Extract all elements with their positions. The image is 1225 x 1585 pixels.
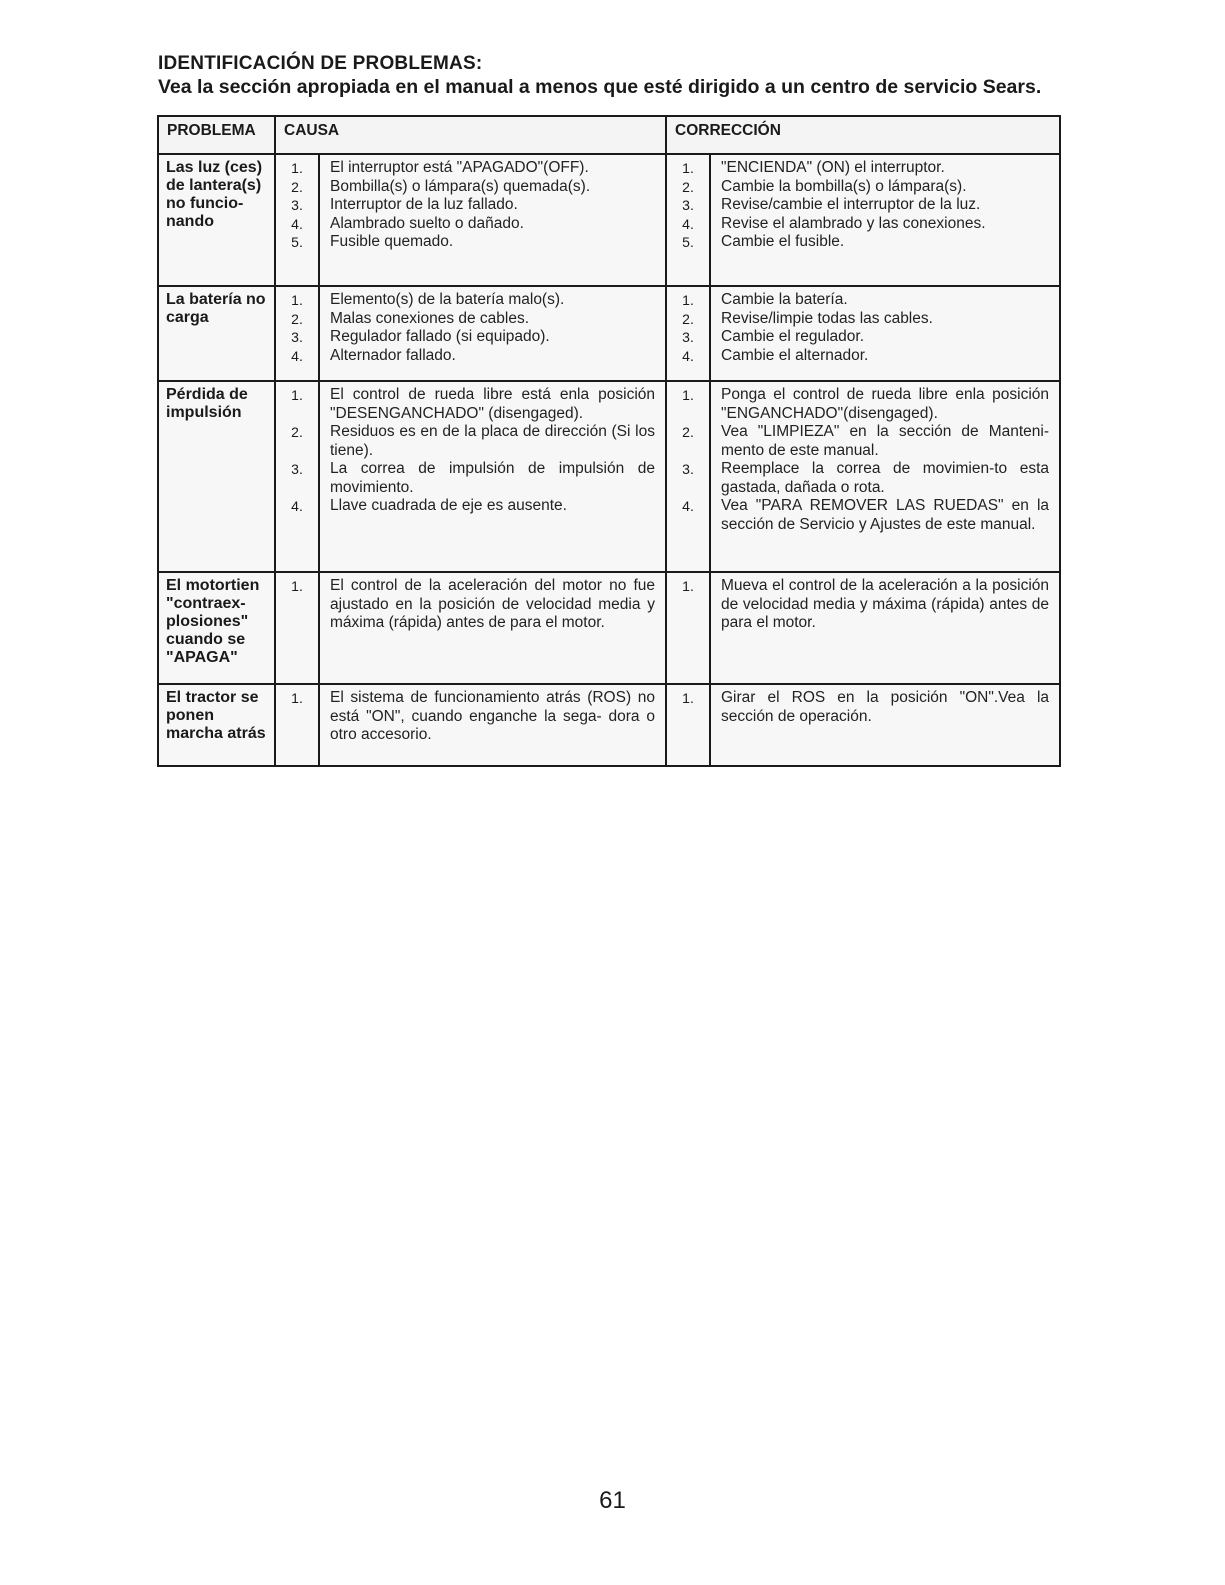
item-number: 1.	[291, 690, 303, 706]
cause-item: El control de rueda libre está enla posición "DESENGANCHADO" (disengaged).	[330, 386, 655, 422]
item-number: 3.	[291, 329, 303, 345]
item-number: 1.	[291, 160, 303, 176]
correction-item: Cambie la batería.	[721, 291, 848, 308]
item-number: 1.	[291, 578, 303, 594]
item-number: 2.	[682, 424, 694, 440]
page-number: 61	[599, 1487, 626, 1514]
table-row	[158, 684, 1060, 766]
correction-text-cell	[710, 286, 1060, 381]
cause-item: Interruptor de la luz fallado.	[330, 196, 518, 213]
item-number: 3.	[291, 461, 303, 477]
cause-number-cell	[275, 572, 319, 684]
item-number: 3.	[291, 197, 303, 213]
cause-item: Malas conexiones de cables.	[330, 309, 530, 327]
cause-item: La correa de impulsión de impulsión de movimiento.	[330, 460, 655, 496]
cause-item: El interruptor está "APAGADO"(OFF).	[330, 159, 589, 176]
cause-item: Residuos es en de la placa de dirección (Si los tiene).	[330, 423, 655, 459]
correction-item: Cambie la bombilla(s) o lámpara(s).	[721, 177, 967, 195]
correction-item: Revise/cambie el interruptor de la luz.	[721, 196, 981, 213]
item-number: 1.	[682, 160, 694, 176]
correction-item: Vea "PARA REMOVER LAS RUEDAS" en la sección de Servicio y Ajustes de este manual.	[721, 497, 1050, 533]
item-number: 2.	[682, 310, 694, 327]
correction-number-cell	[666, 286, 710, 381]
page-subtitle: Vea la sección apropiada en el manual a menos que esté dirigido a un centro de servicio Sears.	[158, 76, 1042, 98]
cause-item: El control de la aceleración del motor no fue ajustado en la posición de velocidad media y máxima (rápida) antes de para el motor.	[330, 577, 655, 631]
problem-cell: Las luz (ces) de lantera(s) no funcio- nando	[158, 154, 275, 286]
item-number: 1.	[682, 387, 694, 403]
correction-number-cell	[666, 684, 710, 766]
correction-item: Girar el ROS en la posición "ON".Vea la sección de operación.	[721, 689, 1050, 725]
item-number: 1.	[682, 292, 694, 308]
cause-text-cell	[319, 381, 666, 572]
item-number: 4.	[291, 215, 303, 232]
correction-item: Cambie el fusible.	[721, 233, 845, 250]
table-row	[158, 286, 1060, 381]
cause-item: Alambrado suelto o dañado.	[330, 214, 524, 232]
item-number: 4.	[291, 498, 303, 514]
cause-item: El sistema de funcionamiento atrás (ROS) no está "ON", cuando enganche la sega- dora o otro accesorio.	[330, 689, 655, 743]
table-body	[158, 154, 1060, 766]
item-number: 2.	[682, 178, 694, 195]
cause-item: Bombilla(s) o lámpara(s) quemada(s).	[330, 177, 591, 195]
correction-number-cell	[666, 572, 710, 684]
cause-number-cell	[275, 286, 319, 381]
problem-cell: El motortien "contraex- plosiones" cuando se "APAGA"	[158, 572, 275, 684]
header-cause: CAUSA	[275, 116, 666, 154]
header-problem: PROBLEMA	[158, 116, 275, 154]
cause-text-cell	[319, 154, 666, 286]
table-header-row	[158, 116, 1060, 154]
item-number: 2.	[291, 310, 303, 327]
item-number: 1.	[682, 690, 694, 706]
item-number: 1.	[682, 578, 694, 594]
header-correction: CORRECCIÓN	[666, 116, 1060, 154]
cause-item: Elemento(s) de la batería malo(s).	[330, 291, 565, 308]
correction-text-cell	[710, 684, 1060, 766]
item-number: 1.	[291, 387, 303, 403]
cause-item: Alternador fallado.	[330, 346, 456, 364]
correction-item: Ponga el control de rueda libre enla posición "ENGANCHADO"(disengaged).	[721, 386, 1050, 422]
correction-text-cell	[710, 572, 1060, 684]
item-number: 1.	[291, 292, 303, 308]
page-title: IDENTIFICACIÓN DE PROBLEMAS:	[158, 53, 483, 74]
correction-number-cell	[666, 154, 710, 286]
problem-cell: Pérdida de impulsión	[158, 381, 275, 572]
cause-text-cell	[319, 684, 666, 766]
cause-number-cell	[275, 381, 319, 572]
item-number: 4.	[682, 347, 694, 364]
correction-item: Vea "LIMPIEZA" en la sección de Manteni- mento de este manual.	[721, 423, 1050, 459]
table-row	[158, 572, 1060, 684]
cause-number-cell	[275, 154, 319, 286]
item-number: 2.	[291, 424, 303, 440]
correction-item: "ENCIENDA" (ON) el interruptor.	[721, 159, 945, 176]
table-row	[158, 381, 1060, 572]
problem-cell: La batería no carga	[158, 286, 275, 381]
cause-item: Fusible quemado.	[330, 233, 454, 250]
correction-text-cell	[710, 154, 1060, 286]
cause-number-cell	[275, 684, 319, 766]
correction-item: Reemplace la correa de movimien-to esta gastada, dañada o rota.	[721, 460, 1050, 496]
cause-item: Regulador fallado (si equipado).	[330, 328, 550, 345]
item-number: 4.	[682, 498, 694, 514]
item-number: 3.	[682, 329, 694, 345]
correction-item: Revise/limpie todas las cables.	[721, 309, 933, 327]
problem-cell: El tractor se ponen marcha atrás	[158, 684, 275, 766]
item-number: 4.	[682, 215, 694, 232]
troubleshooting-table	[157, 115, 1061, 767]
correction-number-cell	[666, 381, 710, 572]
item-number: 2.	[291, 178, 303, 195]
cause-text-cell	[319, 286, 666, 381]
cause-text-cell	[319, 572, 666, 684]
correction-item: Mueva el control de la aceleración a la posición de velocidad media y máxima (rápida) antes de para el motor.	[721, 577, 1050, 631]
item-number: 3.	[682, 197, 694, 213]
correction-item: Cambie el alternador.	[721, 346, 869, 364]
correction-text-cell	[710, 381, 1060, 572]
correction-item: Revise el alambrado y las conexiones.	[721, 214, 986, 232]
correction-item: Cambie el regulador.	[721, 328, 865, 345]
cause-item: Llave cuadrada de eje es ausente.	[330, 497, 567, 514]
item-number: 3.	[682, 461, 694, 477]
table-row	[158, 154, 1060, 286]
item-number: 4.	[291, 347, 303, 364]
item-number: 5.	[291, 234, 303, 250]
item-number: 5.	[682, 234, 694, 250]
